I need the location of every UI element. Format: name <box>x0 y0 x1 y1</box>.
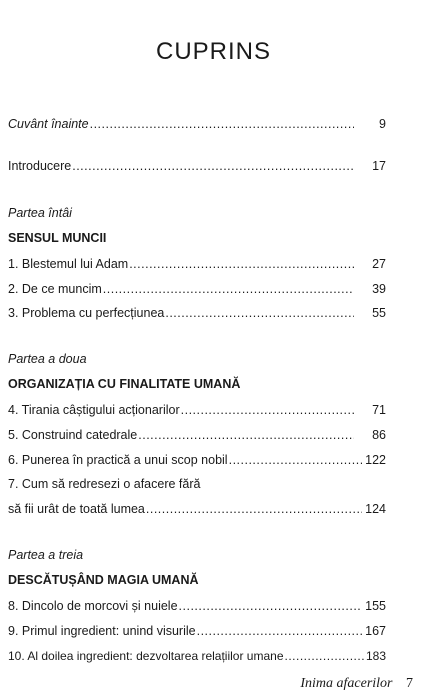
toc-entry <box>8 648 386 664</box>
leader-dots <box>229 452 362 468</box>
toc-entry <box>8 501 386 517</box>
footer-page-number: 7 <box>406 676 413 691</box>
part-title: SENSUL MUNCII <box>8 231 107 245</box>
leader-dots <box>146 501 362 517</box>
part-title: ORGANIZAȚIA CU FINALITATE UMANĂ <box>8 377 241 391</box>
toc-entry-label: 8. Dincolo de morcovi și nuiele <box>8 599 178 613</box>
part-label: Partea a treia <box>8 548 84 562</box>
toc-entry-label-continued: să fii urât de toată lumea <box>8 502 145 516</box>
toc-entry-page: 9 <box>379 117 386 131</box>
toc-entry-label: 2. De ce muncim <box>8 282 102 296</box>
toc-entry-label: 6. Punerea în practică a unui scop nobil <box>8 453 228 467</box>
leader-dots <box>129 256 354 272</box>
footer-book-title: Inima afacerilor <box>300 676 393 691</box>
toc-entry-label: 5. Construind catedrale <box>8 428 138 442</box>
toc-entry <box>8 598 386 614</box>
toc-entry-label: 3. Problema cu perfecțiunea <box>8 306 165 320</box>
leader-dots <box>181 402 354 418</box>
toc-entry <box>8 452 386 468</box>
toc-entry-page: 167 <box>365 624 386 638</box>
toc-entry-page: 55 <box>372 306 386 320</box>
leader-dots <box>72 158 354 174</box>
toc-entry-page: 155 <box>365 599 386 613</box>
toc-entry-page: 183 <box>365 649 386 663</box>
toc-entry-intro <box>8 158 386 174</box>
toc-entry-label: 4. Tirania câștigului acționarilor <box>8 403 180 417</box>
toc-entry-label: 10. Al doilea ingredient: dezvoltarea relațiilor umane <box>8 649 284 663</box>
leader-dots <box>179 598 362 614</box>
toc-entry-label: 1. Blestemul lui Adam <box>8 257 129 271</box>
toc-entry <box>8 281 386 297</box>
page-title: CUPRINS <box>155 38 271 65</box>
leader-dots <box>103 281 354 297</box>
toc-entry <box>8 427 386 443</box>
toc-entry-page: 124 <box>365 502 386 516</box>
leader-dots <box>90 116 354 132</box>
leader-dots <box>138 427 354 443</box>
page-footer <box>300 676 413 692</box>
toc-entry <box>8 402 386 418</box>
part-label: Partea a doua <box>8 352 87 366</box>
toc-entry-label: Introducere <box>8 159 72 173</box>
part-title: DESCĂTUȘÂND MAGIA UMANĂ <box>8 573 199 587</box>
leader-dots <box>197 623 362 639</box>
part-label: Partea întâi <box>8 206 72 220</box>
toc-entry-label: 7. Cum să redresezi o afacere fără <box>8 477 201 491</box>
toc-entry-label: 9. Primul ingredient: unind visurile <box>8 624 196 638</box>
toc-entry <box>8 305 386 321</box>
toc-entry-page: 17 <box>372 159 386 173</box>
toc-entry-page: 122 <box>365 453 386 467</box>
toc-entry-label: Cuvânt înainte <box>8 117 89 131</box>
leader-dots <box>285 648 364 664</box>
toc-entry-page: 39 <box>372 282 386 296</box>
toc-entry-page: 71 <box>372 403 386 417</box>
toc-entry-foreword <box>8 116 386 132</box>
leader-dots <box>165 305 354 321</box>
toc-entry-page: 27 <box>372 257 386 271</box>
toc-entry <box>8 623 386 639</box>
toc-entry <box>8 256 386 272</box>
toc-entry-page: 86 <box>372 428 386 442</box>
